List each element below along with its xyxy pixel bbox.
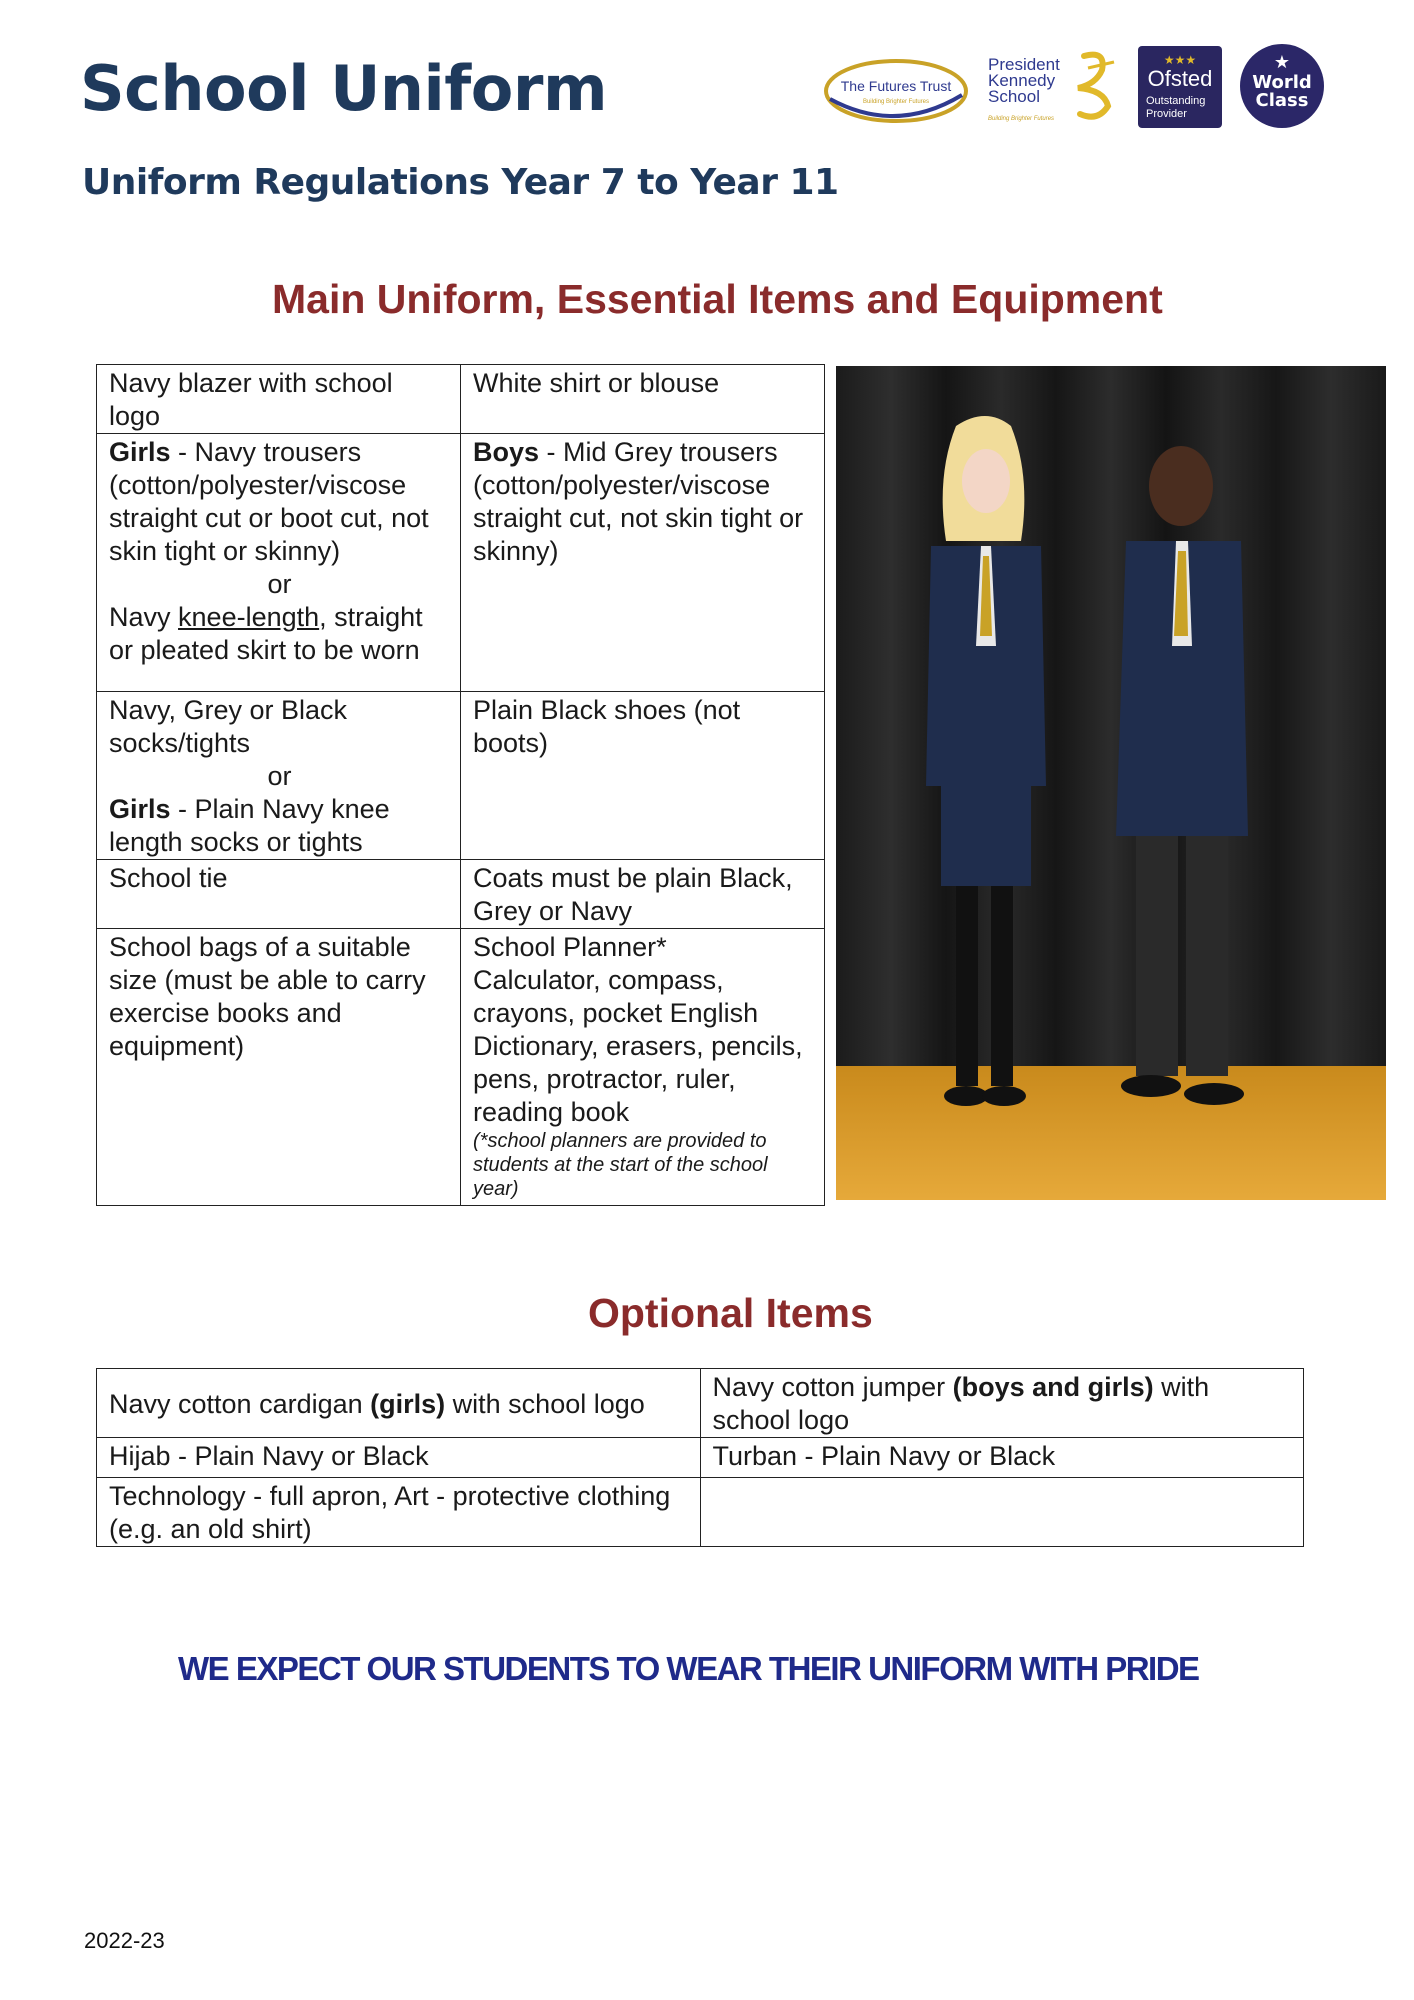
ofsted-logo — [1138, 46, 1222, 128]
cell-text: School tie — [109, 863, 228, 893]
world-class-line2: Class — [1255, 90, 1309, 111]
ofsted-provider: Provider — [1146, 108, 1187, 120]
table-cell — [97, 929, 461, 1206]
cell-text: Hijab - Plain Navy or Black — [109, 1441, 429, 1471]
table-row — [97, 1478, 1304, 1547]
table-row — [97, 1369, 1304, 1438]
world-class-line1: World — [1252, 72, 1312, 93]
table-cell — [461, 692, 825, 860]
girls-label: (girls) — [370, 1388, 446, 1419]
cell-text: Technology - full apron, Art - protective clothing (e.g. an old shirt) — [109, 1481, 671, 1544]
pk-line2: Kennedy — [988, 71, 1056, 90]
cell-text: Plain Black shoes (not boots) — [473, 695, 741, 758]
cell-text: - Navy trousers (cotton/polyester/viscose straight cut or boot cut, not skin tight or skinny) — [109, 437, 429, 566]
table-row — [97, 860, 825, 929]
cell-text: Navy blazer with school logo — [109, 368, 393, 431]
cell-text: , straight or pleated skirt to be worn — [109, 602, 423, 665]
futures-trust-text: The Futures Trust — [840, 78, 952, 94]
main-uniform-heading: Main Uniform, Essential Items and Equipment — [272, 276, 1163, 322]
table-cell — [700, 1438, 1304, 1478]
optional-items-table — [96, 1368, 1304, 1547]
table-row — [97, 365, 825, 434]
cell-text: School bags of a suitable size (must be able to carry exercise books and equipment) — [109, 932, 426, 1061]
planner-note: (*school planners are provided to students at the start of the school year) — [473, 1130, 768, 1200]
president-kennedy-logo — [984, 48, 1126, 128]
table-cell — [97, 1478, 701, 1547]
pk-line1: President — [988, 55, 1060, 74]
page-subtitle: Uniform Regulations Year 7 to Year 11 — [82, 162, 839, 203]
cell-text: with school logo — [445, 1388, 645, 1419]
futures-trust-tagline: Building Brighter Futures — [862, 99, 930, 105]
cell-text: School Planner* — [473, 932, 667, 962]
table-row — [97, 929, 825, 1206]
pk-tagline: Building Brighter Futures — [988, 116, 1055, 122]
girls-label: Girls — [109, 794, 171, 824]
boys-girls-label: (boys and girls) — [952, 1372, 1154, 1402]
cell-text: with school logo — [712, 1372, 1210, 1435]
world-class-logo — [1240, 44, 1324, 128]
table-cell — [700, 1369, 1304, 1438]
cell-text: - Mid Grey trousers (cotton/polyester/viscose straight cut, not skin tight or skinny) — [473, 437, 804, 566]
table-cell — [461, 860, 825, 929]
students-uniform-photo — [836, 366, 1386, 1200]
table-cell — [461, 929, 825, 1206]
cell-text: Coats must be plain Black, Grey or Navy — [473, 863, 793, 926]
table-cell — [97, 1438, 701, 1478]
cell-text: Navy — [109, 602, 179, 632]
girls-label: Girls — [109, 437, 171, 467]
footer-year: 2022-23 — [84, 1928, 165, 1953]
table-row — [97, 1438, 1304, 1478]
pk-line3: School — [988, 87, 1040, 106]
table-cell — [97, 692, 461, 860]
cell-text: Turban - Plain Navy or Black — [712, 1441, 1056, 1471]
or-text: or — [267, 761, 292, 791]
or-text: or — [267, 569, 292, 599]
table-row — [97, 692, 825, 860]
cell-text: Calculator, compass, crayons, pocket English Dictionary, erasers, pencils, pens, protractor, ruler, reading book — [473, 965, 803, 1127]
uniform-pride-slogan: WE EXPECT OUR STUDENTS TO WEAR THEIR UNIFORM WITH PRIDE — [178, 1650, 1199, 1687]
ofsted-outstanding: Outstanding — [1146, 95, 1206, 107]
cell-text: White shirt or blouse — [473, 368, 720, 398]
boys-label: Boys — [473, 437, 540, 467]
futures-trust-logo — [822, 55, 970, 127]
table-row — [97, 434, 825, 692]
table-cell — [700, 1478, 1304, 1547]
svg-text:★★★: ★★★ — [1163, 53, 1197, 67]
knee-length-text: knee-length — [178, 602, 320, 632]
table-cell — [97, 1369, 701, 1438]
svg-text:★: ★ — [1273, 52, 1291, 72]
table-cell — [461, 365, 825, 434]
cell-text: Navy cotton cardigan — [109, 1388, 371, 1419]
optional-items-heading: Optional Items — [588, 1290, 873, 1336]
table-cell — [461, 434, 825, 692]
main-uniform-table — [96, 364, 825, 1206]
cell-text: - Plain Navy knee length socks or tights — [109, 794, 390, 857]
ofsted-text: Ofsted — [1147, 66, 1213, 91]
table-cell — [97, 365, 461, 434]
cell-text: Navy, Grey or Black socks/tights — [109, 695, 348, 758]
cell-text: Navy cotton jumper — [712, 1372, 953, 1402]
table-cell — [97, 860, 461, 929]
page-title: School Uniform — [80, 52, 608, 125]
table-cell — [97, 434, 461, 692]
